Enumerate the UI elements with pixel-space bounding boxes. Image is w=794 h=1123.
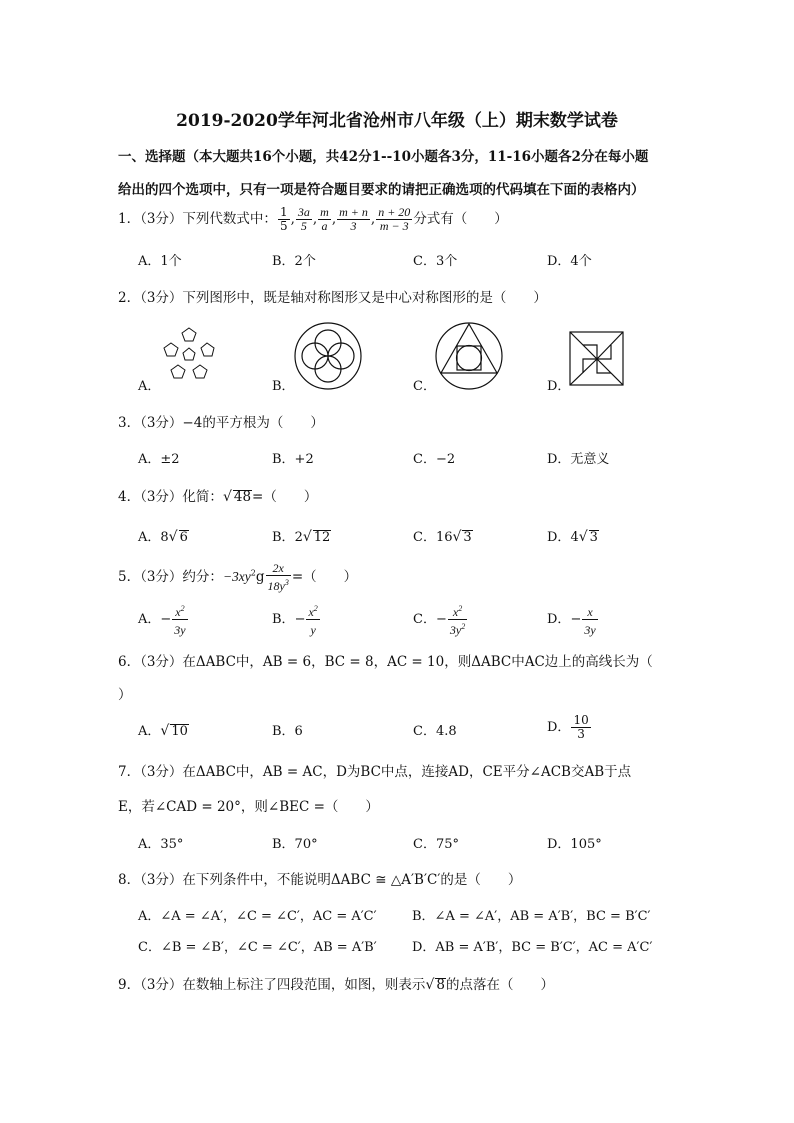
question-4: 4．（3分）化简：√ 48=（ ） [118,489,318,505]
option-c[interactable]: C．75° [413,837,459,852]
fraction-3: $\frac{m}{a}$ [320,205,329,233]
question-2: 2．（3分）下列图形中，既是轴对称图形又是中心对称图形的是（ ） [118,290,547,306]
option-c[interactable]: C．− $\frac{x^2}{3y^2}$ [413,604,466,637]
option-a[interactable]: A．35° [138,837,184,852]
circle-triangle-square-figure [434,321,504,391]
option-a[interactable]: A．1个 [138,254,182,269]
option-d[interactable]: D．无意义 [547,452,610,467]
fraction-1: $\frac{1}{5}$ [279,205,288,233]
question-6-line2: ） [118,687,132,703]
section-heading-line1: 一、选择题（本大题共16个小题，共42分1--10小题各3分，11-16小题各2分在每小题 [118,149,649,165]
option-b[interactable]: B．2√ 12 [272,529,331,545]
option-b[interactable]: B．6 [272,724,303,739]
option-d[interactable]: D．105° [547,837,602,852]
option-a[interactable]: A．±2 [138,452,180,467]
option-d[interactable]: D．− $\frac{x}{3y}$ [547,602,599,637]
pentagons-figure [156,327,222,385]
question-6-line1: 6．（3分）在ΔABC中，AB = 6，BC = 8，AC = 10，则ΔABC中AC边上的高线长为（ [118,654,653,670]
option-c[interactable]: C．4.8 [413,724,457,739]
question-7-line1: 7．（3分）在ΔABC中，AB = AC，D为BC中点，连接AD，CE平分∠ACB交AB于点 [118,764,632,780]
option-d[interactable]: D．4个 [547,254,592,269]
option-c[interactable]: C．16√ 3 [413,529,472,545]
option-b[interactable]: B．− $\frac{x^2}{y}$ [272,604,318,637]
option-a[interactable]: A． [138,379,161,394]
option-c[interactable]: C．3个 [413,254,458,269]
option-b[interactable]: B．2个 [272,254,316,269]
option-d[interactable]: D． [547,379,571,394]
question-3: 3．（3分）−4的平方根为（ ） [118,415,324,431]
option-a[interactable]: A．− $\frac{x^2}{3y}$ [138,604,186,637]
radicand: 48 [233,489,252,505]
question-1: 1．（3分）下列代数式中： $\frac{1}{5}$ , $\frac{3a}{5}$ , $\frac{m}{a}$ , $\frac{m + n}{3}$ , $\frac{n + 20}{m - 3}$ 分式有（ ） [118,205,508,233]
question-1-suffix: 分式有（ ） [413,211,508,227]
section-heading-line2: 给出的四个选项中，只有一项是符合题目要求的请把正确选项的代码填在下面的表格内） [118,182,645,198]
question-5: 5．（3分）约分：$-3xy^2g$ $\frac{2x}{18y^3}$ =（ ） [118,561,358,593]
fraction: $\frac{2x}{18y^3}$ [267,561,289,593]
page-title: 2019-2020学年河北省沧州市八年级（上）期末数学试卷 [176,111,618,131]
question-8: 8．（3分）在下列条件中，不能说明ΔABC ≅ △A′B′C′的是（ ） [118,872,522,888]
radicand: 8 [436,977,445,993]
question-7-line2: E，若∠CAD = 20°，则∠BEC =（ ） [118,799,379,815]
option-b[interactable]: B．∠A = ∠A′，AB = A′B′，BC = B′C′ [412,909,651,924]
option-a[interactable]: A．∠A = ∠A′，∠C = ∠C′，AC = A′C′ [138,909,377,924]
fraction-2: $\frac{3a}{5}$ [297,205,310,233]
option-c[interactable]: C．−2 [413,452,456,467]
option-d[interactable]: D．4√ 3 [547,529,598,545]
option-b[interactable]: B．+2 [272,452,314,467]
circle-petals-figure [293,321,363,391]
option-c[interactable]: C．∠B = ∠B′，∠C = ∠C′，AB = A′B′ [138,940,377,955]
option-b[interactable]: B． [272,379,295,394]
option-d[interactable]: D．AB = A′B′，BC = B′C′，AC = A′C′ [412,940,653,955]
option-c[interactable]: C． [413,379,436,394]
option-a[interactable]: A．√ 10 [138,723,188,739]
question-1-prefix: 1．（3分）下列代数式中： [118,211,277,227]
option-a[interactable]: A．8√ 6 [138,529,188,545]
fraction-5: $\frac{n + 20}{m - 3}$ [378,205,411,233]
option-b[interactable]: B．70° [272,837,318,852]
square-pinwheel-figure [569,331,625,387]
fraction-4: $\frac{m + n}{3}$ [339,205,368,233]
question-9: 9．（3分）在数轴上标注了四段范围，如图，则表示√ 8的点落在（ ） [118,977,554,993]
option-d[interactable]: D． $\frac{10}{3}$ [547,713,589,741]
